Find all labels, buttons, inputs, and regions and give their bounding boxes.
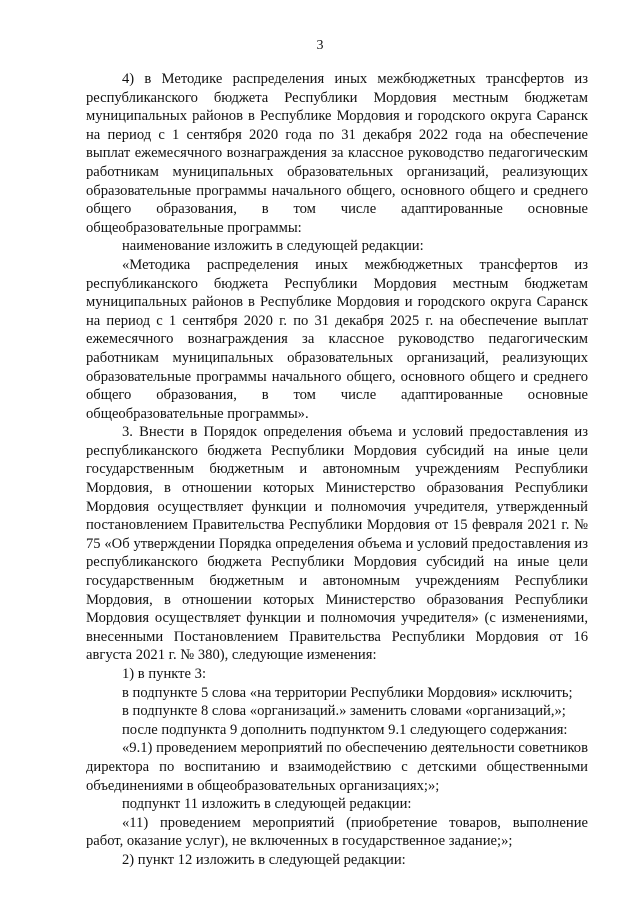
paragraph-item-4: 4) в Методике распределения иных межбюджетных трансфертов из республиканского бюджета Республики Мордовия местным бюджетам муниципальных районов в Республике Мордовия и городского округа Саранск на период с 1 сентября 2020 года по 31 декабря 2022 года на обеспечение выплат ежемесячного вознаграждения за классное руководство педагогическим работникам муниципальных образовательных организаций, реализующих образовательные программы начального общего, основного общего и среднего общего образования, в том числе адаптированные основные общеобразовательные программы: — [86, 71, 588, 236]
paragraph-point-12: 2) пункт 12 изложить в следующей редакции: — [122, 851, 406, 868]
document-body — [86, 70, 588, 870]
paragraph-subpoint-5: в подпункте 5 слова «на территории Республики Мордовия» исключить; — [122, 684, 573, 701]
paragraph-name-instruction: наименование изложить в следующей редакции: — [122, 238, 424, 255]
page-number: 3 — [316, 38, 324, 53]
paragraph-subpoint-8: в подпункте 8 слова «организаций.» заменить словами «организаций,»; — [122, 703, 566, 720]
paragraph-methodology-title: «Методика распределения иных межбюджетных трансфертов из республиканского бюджета Республики Мордовия местным бюджетам муниципальных районов в Республике Мордовия и городского округа Саранск на период с 1 сентября 2020 г. по 31 декабря 2025 г. на обеспечение выплат ежемесячного вознаграждения за классное руководство педагогическим работникам муниципальных образовательных организаций, реализующих образовательные программы начального общего, основного общего и среднего общего образования, в том числе адаптированные основные общеобразовательные программы». — [86, 256, 588, 422]
paragraph-subpoint-11: «11) проведением мероприятий (приобретение товаров, выполнение работ, оказание услуг), не включенных в государственное задание;»; — [86, 814, 588, 850]
paragraph-subpoint-11-instruction: подпункт 11 изложить в следующей редакции: — [122, 796, 412, 813]
paragraph-subpoint-9-1: «9.1) проведением мероприятий по обеспечению деятельности советников директора по воспитанию и взаимодействию с детскими общественными объединениями в общеобразовательных организациях;»; — [86, 740, 588, 794]
paragraph-after-subpoint-9: после подпункта 9 дополнить подпунктом 9.1 следующего содержания: — [122, 721, 568, 738]
paragraph-item-3: 3. Внести в Порядок определения объема и условий предоставления из республиканского бюджета Республики Мордовия субсидий на иные цели государственным бюджетным и автономным учреждениям Республики Мордовия, в отношении которых Министерство образования Республики Мордовия осуществляет функции и полномочия учредителя, утвержденный постановлением Правительства Республики Мордовия от 15 февраля 2021 г. № 75 «Об утверждении Порядка определения объема и условий предоставления из республиканского бюджета Республики Мордовия субсидий на иные цели государственным бюджетным и автономным учреждениям Республики Мордовия, в отношении которых Министерство образования Республики Мордовия осуществляет функции и полномочия учредителя» (с изменениями, внесенными Постановлением Правительства Республики Мордовия от 16 августа 2021 г. № 380), следующие изменения: — [86, 424, 588, 664]
paragraph-point-3: 1) в пункте 3: — [122, 666, 207, 682]
